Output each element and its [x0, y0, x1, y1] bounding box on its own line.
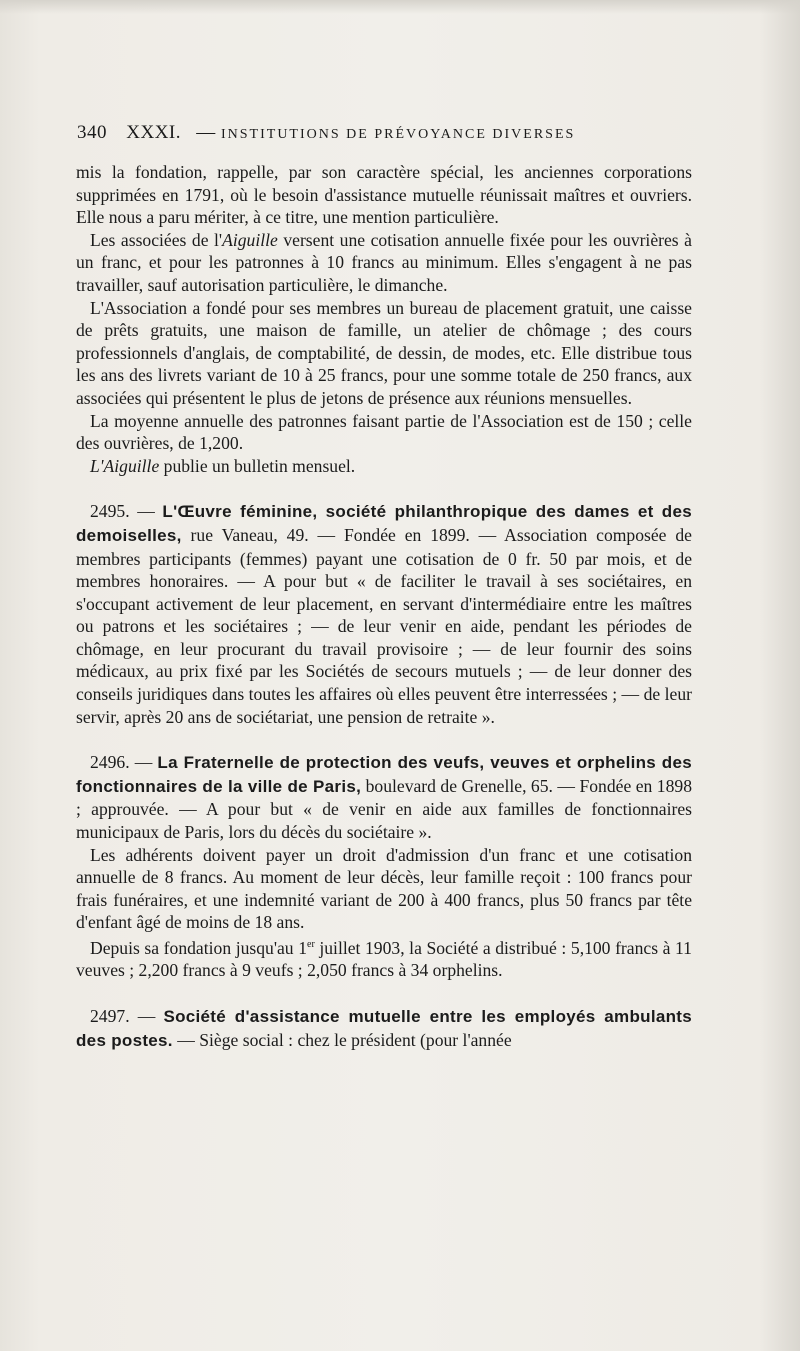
entry-paragraph [76, 751, 692, 843]
text-run: juillet 1903, la Société a distribué : 5,100 francs à 11 veuves ; 2,200 francs à 9 veufs ; 2,050 francs à 34 orphelins. [76, 937, 692, 981]
text-run: versent une cotisation annuelle fixée pour les ouvrières à un franc, et pour les patronnes à 10 francs au minimum. Elles s'engagent à ne pas travailler, sauf autorisation particulière, le dimanche. [76, 229, 692, 295]
entry-text: boulevard de Grenelle, 65. — Fondée en 1898 ; approuvée. — A pour but « de venir en aide aux familles de fonctionnaires municipaux de Paris, lors du décès du sociétaire ». [76, 775, 692, 843]
ordinal-superscript: er [307, 939, 315, 950]
publication-name: L'Aiguille [90, 455, 160, 476]
chapter-number: XXXI. [126, 122, 181, 143]
entry-paragraph: Les adhérents doivent payer un droit d'admission d'un franc et une cotisation annuelle de 8 francs. Au moment de leur décès, leur famille reçoit : 100 francs pour frais funéraires, et une indemnité variant de 200 à 400 francs, plus 50 francs par tête d'enfant âgé de moins de 18 ans. [76, 844, 692, 933]
entry-paragraph [76, 1005, 692, 1052]
entry-2496 [76, 751, 692, 982]
intro-paragraph-3: L'Association a fondé pour ses membres un bureau de placement gratuit, une caisse de prêts gratuits, une maison de famille, un atelier de chômage ; des cours professionnels d'anglais, de comptabilité, de dessin, de modes, etc. Elle distribue tous les ans des livrets variant de 10 à 25 francs, pour une somme totale de 250 francs, aux associées qui présentent le plus de jetons de présence aux réunions mensuelles. [76, 297, 692, 408]
entry-title: L'Œuvre féminine, société philanthropique des dames et des demoiselles, [76, 502, 692, 545]
page-body [76, 161, 692, 1052]
intro-paragraph-2 [76, 229, 692, 297]
text-run: Depuis sa fondation jusqu'au 1 [90, 937, 307, 958]
page-number: 340 [77, 122, 107, 143]
entry-title: Société d'assistance mutuelle entre les employés ambulants des postes. [76, 1007, 692, 1050]
entry-number: 2495. — [90, 501, 163, 522]
entry-text: rue Vaneau, 49. — Fondée en 1899. — Association composée de membres participants (femmes) payant une cotisation de 0 fr. 50 par mois, et de membres honoraires. — A pour but « de faciliter le travail à ses sociétaires, en s'occupant activement de leur placement, en servant d'intermédiaire entre les maîtres ou patrons et les sociétaires ; — de leur venir en aide, pendant les périodes de chômage, en leur procurant du travail provisoire ; — de leur fournir des soins médicaux, au prix fixé par les Sociétés de secours mutuels ; — de leur donner des conseils juridiques dans toutes les affaires où elles peuvent être interressées ; — de leur servir, après 20 ans de sociétariat, une pension de retraite ». [76, 524, 692, 727]
entry-number: 2496. — [90, 752, 158, 773]
publication-name: Aiguille [222, 229, 278, 250]
entry-title: La Fraternelle de protection des veufs, veuves et orphelins des fonctionnaires de la ville de Paris, [76, 753, 692, 796]
intro-paragraph-1: mis la fondation, rappelle, par son caractère spécial, les anciennes corporations supprimées en 1791, où le besoin d'assistance mutuelle réunissait maîtres et ouvriers. Elle nous a paru mériter, à ce titre, une mention particulière. [76, 162, 692, 228]
entry-paragraph [76, 500, 692, 728]
text-run: publie un bulletin mensuel. [159, 455, 356, 476]
entry-2497 [76, 1005, 692, 1052]
header-dash: — [196, 122, 216, 143]
intro-paragraph-5 [76, 455, 692, 478]
text-run: Les associées de l' [90, 229, 223, 250]
intro-paragraph-4: La moyenne annuelle des patronnes faisant partie de l'Association est de 150 ; celle des ouvrières, de 1,200. [76, 410, 692, 454]
chapter-title: INSTITUTIONS DE PRÉVOYANCE DIVERSES [221, 127, 576, 142]
running-header [77, 122, 688, 144]
entry-number: 2497. — [90, 1006, 164, 1027]
entry-2495 [76, 500, 692, 728]
entry-paragraph [76, 934, 692, 982]
entry-text: — Siège social : chez le président (pour l'année [172, 1029, 512, 1050]
